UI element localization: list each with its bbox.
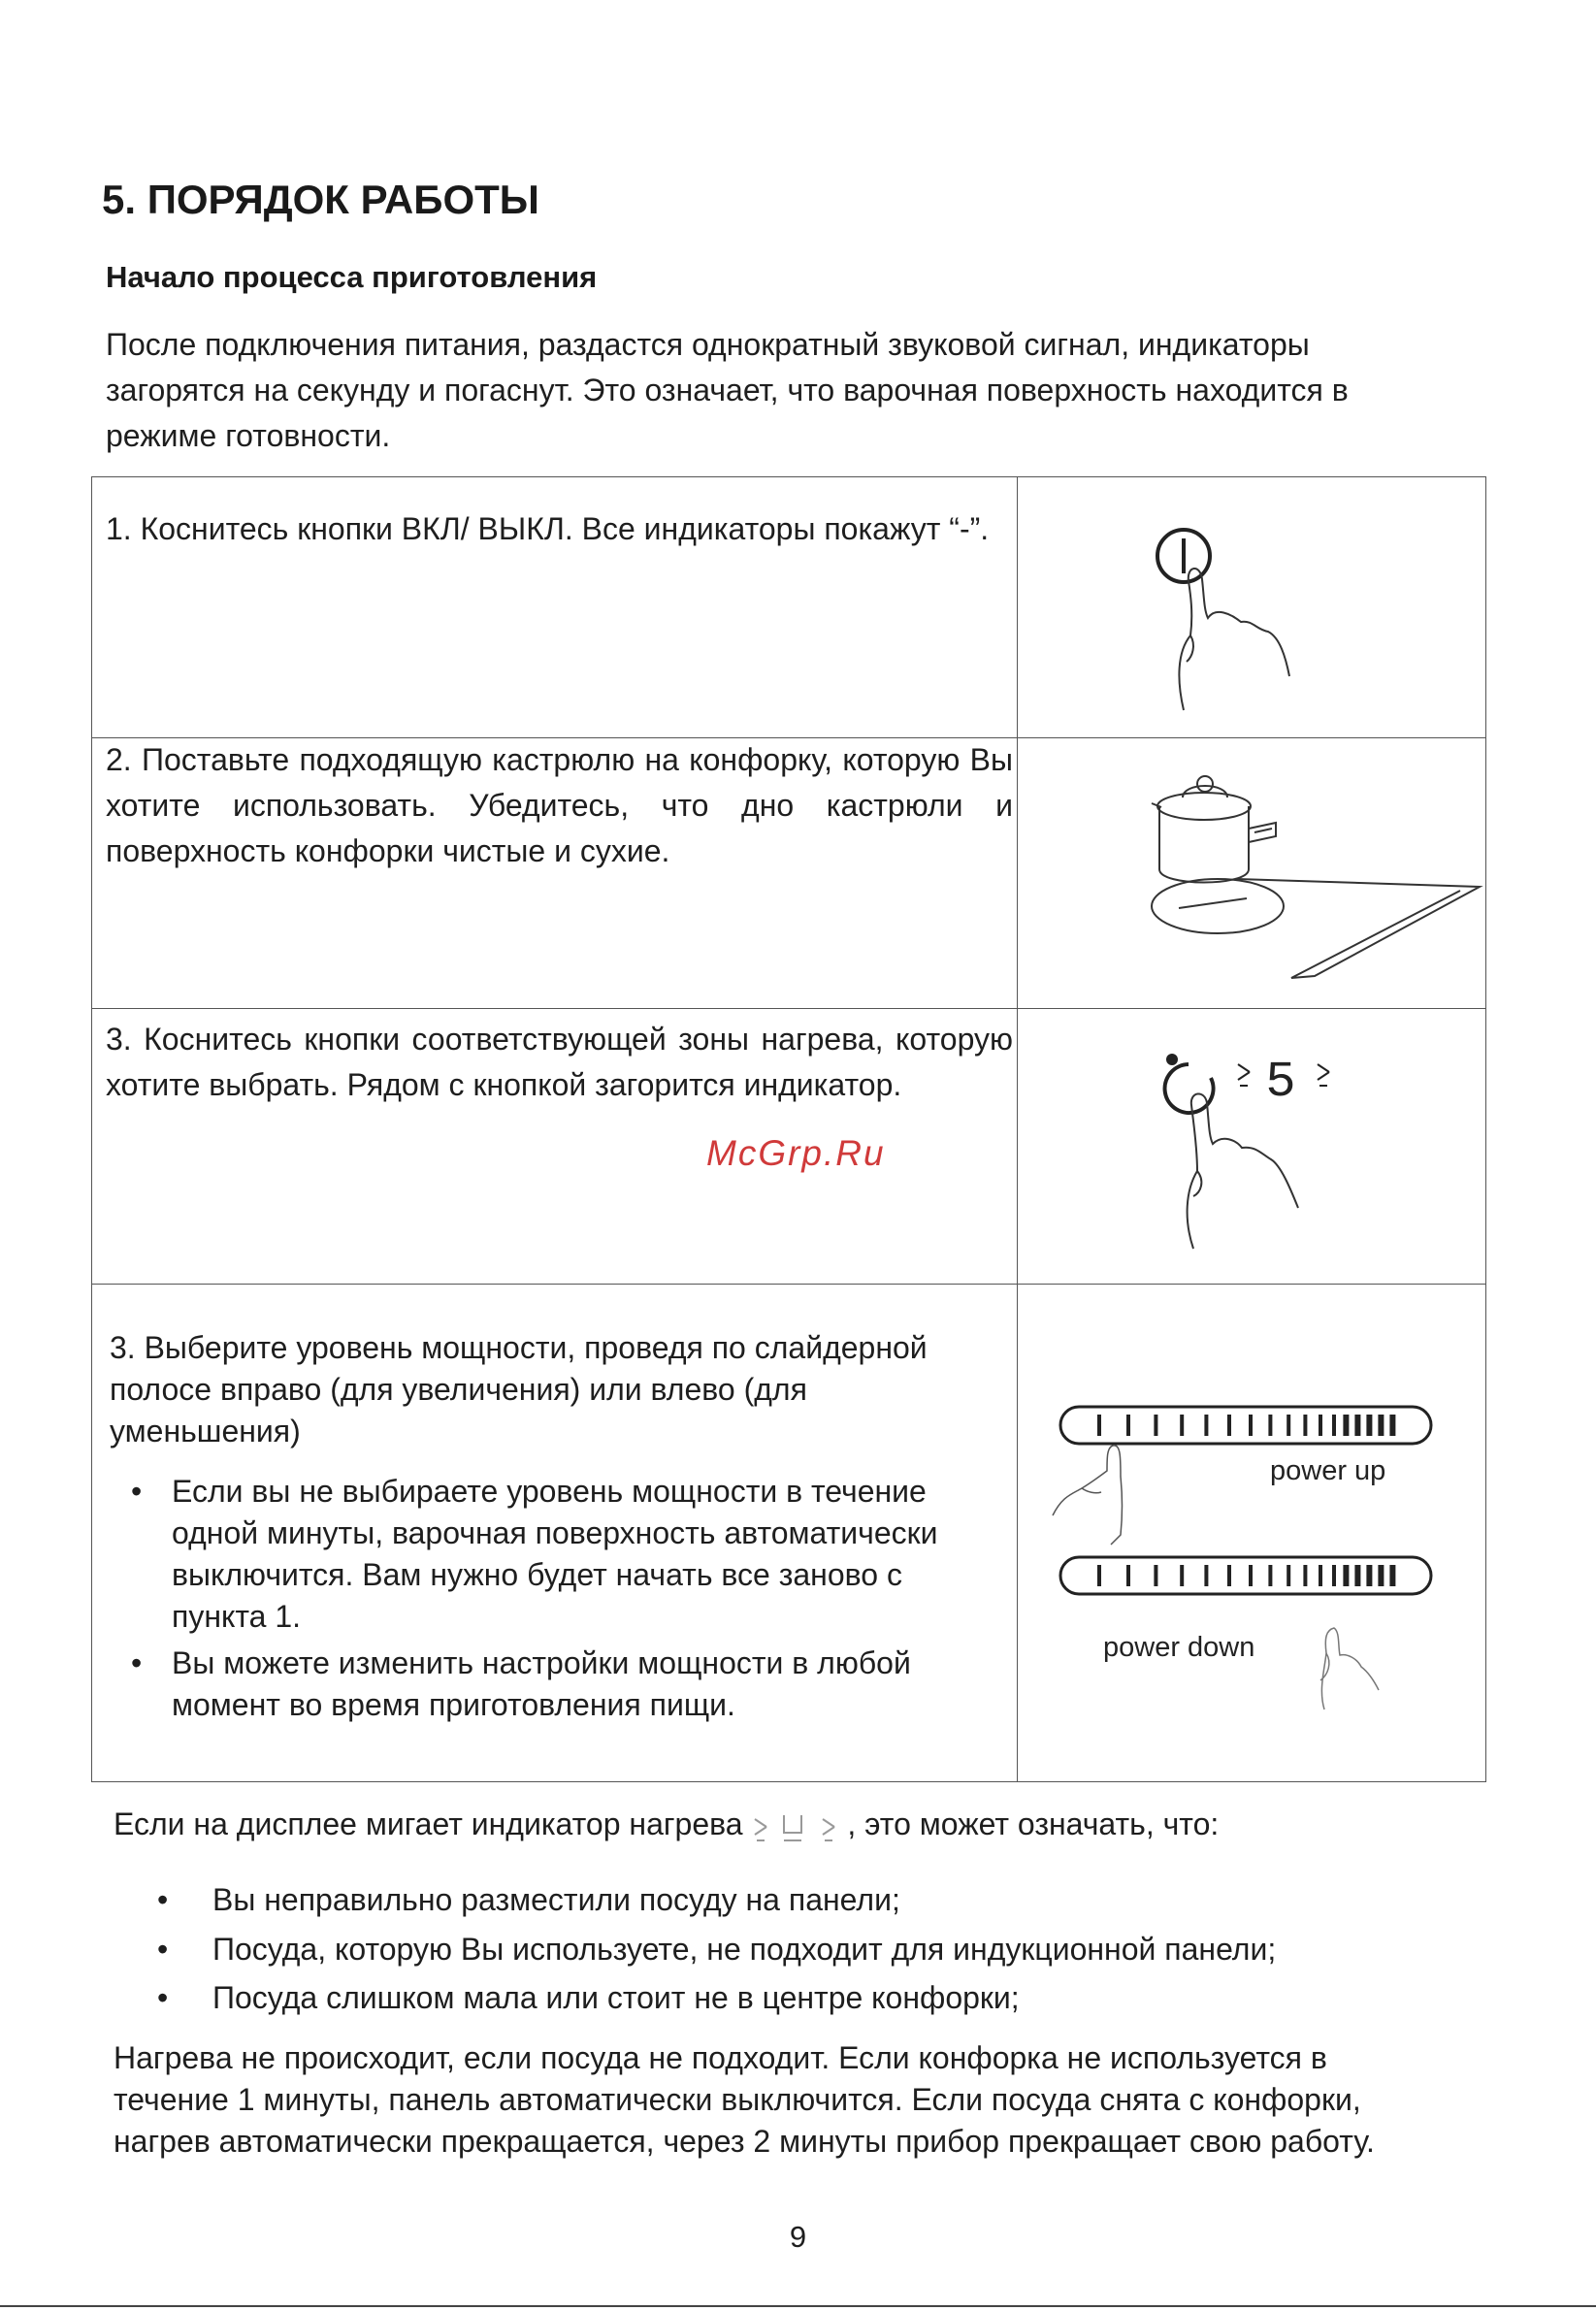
step-2-text: 2. Поставьте подходящую кастрюлю на конфорку, которую Вы хотите использовать. Убедитесь, что дно кастрюли и поверхность конфорки чистые и сухие.: [106, 742, 1013, 868]
flash-reason: Посуда слишком мала или стоит не в центре конфорки;: [212, 1980, 1020, 2015]
flash-notice: [114, 1806, 1219, 1846]
zone-button-icon: [1165, 1064, 1214, 1113]
power-up-label: power up: [1270, 1455, 1386, 1486]
bullet-symbol: •: [131, 1645, 143, 1680]
finger-up-icon: [1053, 1446, 1123, 1545]
bullet-line: момент во время приготовления пищи.: [172, 1687, 735, 1722]
flash-notice-tail: , это может означать, что:: [847, 1806, 1220, 1841]
power-up-slider: [1060, 1407, 1431, 1444]
intro-line: После подключения питания, раздастся однократный звуковой сигнал, индикаторы: [106, 327, 1310, 362]
flash-reason: Вы неправильно разместили посуду на панели;: [212, 1882, 900, 1917]
flashing-u-indicator-icon: [751, 1807, 838, 1846]
intro-line: режиме готовности.: [106, 418, 391, 453]
table-column-divider: [1017, 477, 1018, 1781]
final-line: Нагрева не происходит, если посуда не подходит. Если конфорка не используется в: [114, 2040, 1327, 2075]
step-1-text: 1. Коснитесь кнопки ВКЛ/ ВЫКЛ. Все индикаторы покажут “-”.: [106, 511, 990, 546]
watermark: McGrp.Ru: [706, 1133, 886, 1173]
bullet-line: Вы можете изменить настройки мощности в любой: [172, 1645, 911, 1680]
flash-notice-lead: Если на дисплее мигает индикатор нагрева: [114, 1806, 743, 1841]
step-4-bullet: [131, 1643, 1004, 1730]
step-4-bullet: [131, 1471, 1004, 1641]
subsection-title: Начало процесса приготовления: [106, 260, 598, 294]
bullet-line: выключится. Вам нужно будет начать все заново с: [172, 1557, 902, 1592]
power-down-slider: [1060, 1557, 1431, 1594]
bottom-rule: [0, 2305, 1596, 2307]
pot-on-hob-illustration: [1140, 763, 1509, 995]
intro-paragraph: [106, 322, 1464, 459]
final-line: нагрев автоматически прекращается, через 2 минуты прибор прекращает свою работу.: [114, 2124, 1375, 2159]
pot-icon: [1152, 776, 1276, 883]
hob-plate: [1152, 879, 1480, 978]
step-4-line: полосе вправо (для увеличения) или влево (для: [110, 1372, 807, 1407]
step-4-line: уменьшения): [110, 1414, 301, 1448]
instruction-table: [91, 476, 1486, 1782]
power-down-label: power down: [1103, 1632, 1255, 1663]
flash-reason: Посуда, которую Вы используете, не подходит для индукционной панели;: [212, 1932, 1277, 1967]
intro-line: загорятся на секунду и погаснут. Это означает, что варочная поверхность находится в: [106, 373, 1349, 407]
final-paragraph: [114, 2037, 1511, 2163]
power-slider-illustration: [1053, 1399, 1441, 1729]
left-flash-marks: [1238, 1064, 1250, 1086]
power-button-touch-illustration: [1140, 521, 1450, 725]
bullet-line: Если вы не выбираете уровень мощности в течение: [172, 1474, 927, 1509]
page-number: 9: [789, 2220, 807, 2254]
bullet-symbol: •: [157, 1980, 169, 2015]
step-4-line: 3. Выберите уровень мощности, проведя по слайдерной: [110, 1330, 928, 1365]
bullet-line: одной минуты, варочная поверхность автоматически: [172, 1515, 938, 1550]
bullet-symbol: •: [157, 1932, 169, 1967]
table-row-divider: [92, 1008, 1485, 1009]
zone-button-touch-illustration: [1155, 1045, 1446, 1263]
table-row-divider: [92, 1284, 1485, 1285]
heat-level-display: 5: [1265, 1054, 1296, 1111]
step-3-text: 3. Коснитесь кнопки соответствующей зоны нагрева, которую хотите выбрать. Рядом с кнопкой загорится индикатор.: [106, 1022, 1013, 1102]
bullet-symbol: •: [157, 1882, 169, 1917]
bullet-line: пункта 1.: [172, 1599, 302, 1634]
zone-indicator-dot: [1166, 1054, 1178, 1065]
power-icon: [1157, 530, 1210, 582]
right-flash-marks: [1318, 1064, 1329, 1086]
finger-icon: [1179, 569, 1289, 710]
bullet-symbol: •: [131, 1474, 143, 1509]
section-title: 5. ПОРЯДОК РАБОТЫ: [102, 177, 539, 222]
finger-icon: [1188, 1093, 1298, 1249]
step-4-text: [110, 1327, 1002, 1452]
final-line: течение 1 минуты, панель автоматически выключится. Если посуда снята с конфорки,: [114, 2082, 1361, 2117]
finger-down-icon: [1320, 1628, 1379, 1709]
